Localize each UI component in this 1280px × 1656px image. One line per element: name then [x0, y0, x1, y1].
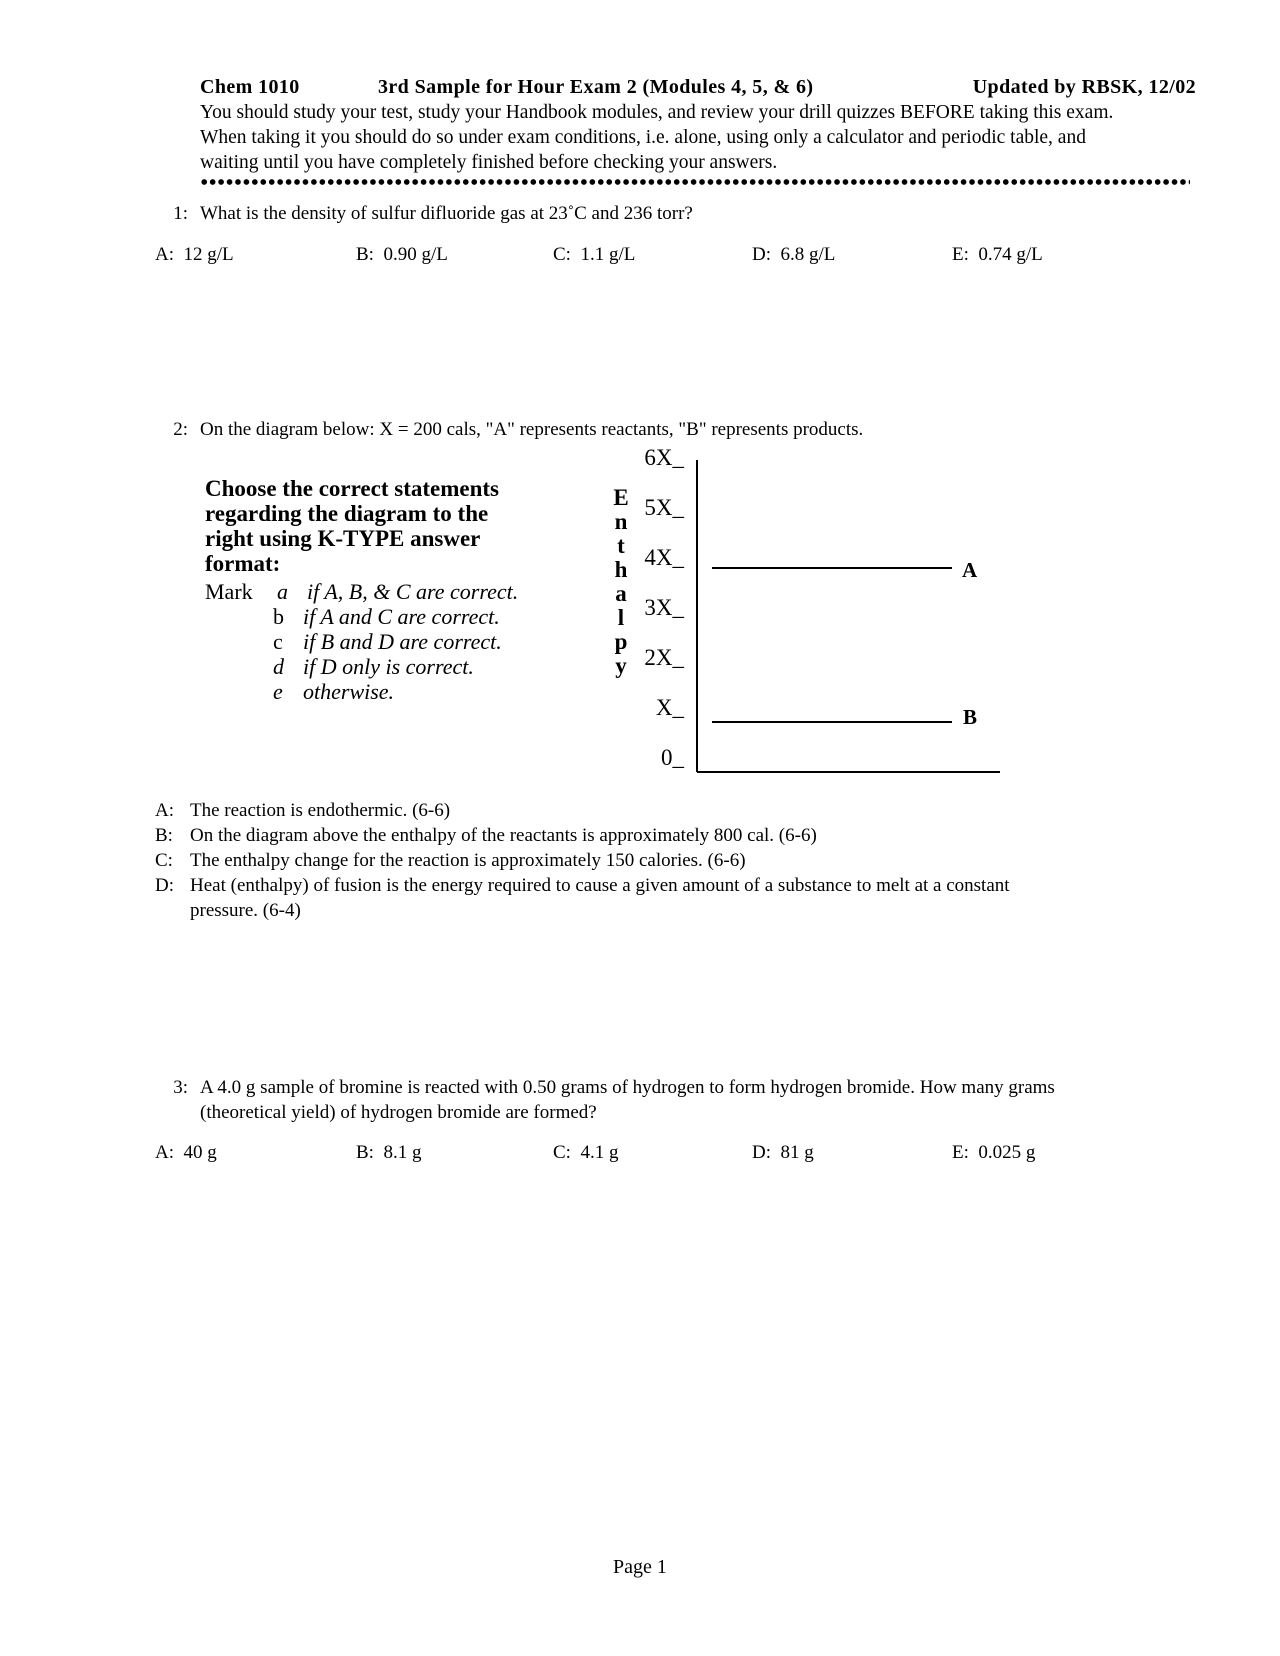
option-letter: E: [952, 244, 969, 265]
axis-letter: y [615, 653, 627, 678]
option-text: 8.1 g [383, 1142, 422, 1163]
statement-letter: D: [155, 875, 174, 896]
question-2-number: 2: [173, 419, 188, 440]
axis-letter: p [614, 629, 628, 654]
q1-option-a [155, 244, 234, 266]
intro-paragraph [200, 100, 1200, 175]
level-a-label: A [962, 558, 978, 582]
tick-zero: 0_ [661, 745, 684, 770]
k-type-letter: d [273, 654, 284, 679]
question-2-text: On the diagram below: X = 200 cals, "A" represents reactants, "B" represents products. [200, 419, 864, 440]
question-1-text: What is the density of sulfur difluoride gas at 23˚C and 236 torr? [200, 203, 693, 224]
instruction-line: right using K-TYPE answer [205, 526, 481, 551]
instruction-line: Choose the correct statements [205, 476, 500, 501]
question-3-line2: (theoretical yield) of hydrogen bromide are formed? [200, 1102, 597, 1123]
k-type-letter: e [273, 679, 283, 704]
statement-a [155, 800, 451, 822]
option-letter: D: [752, 1142, 771, 1163]
option-text: 40 g [183, 1142, 217, 1163]
intro-line: waiting until you have completely finished before checking your answers. [200, 152, 778, 173]
axis-letter: t [617, 533, 625, 558]
k-type-letter: b [273, 604, 284, 629]
tick-x: X_ [655, 695, 684, 720]
page-number: Page 1 [613, 1556, 667, 1578]
statement-c [155, 850, 746, 872]
statement-text: The enthalpy change for the reaction is approximately 150 calories. (6-6) [190, 850, 746, 871]
axis-letter: h [614, 557, 628, 582]
question-3-line1: A 4.0 g sample of bromine is reacted with 0.50 grams of hydrogen to form hydrogen bromide. How many grams [200, 1077, 1055, 1098]
axis-letter: a [615, 581, 627, 606]
q1-option-c [553, 244, 635, 266]
axis-letter: E [613, 485, 629, 510]
k-type-instructions [205, 476, 499, 576]
option-letter: B: [356, 1142, 374, 1163]
statement-b [155, 825, 817, 847]
q3-option-c [553, 1142, 618, 1164]
tick-3x: 3X_ [644, 595, 684, 620]
q1-option-b [356, 244, 448, 266]
statement-letter: B: [155, 825, 173, 846]
statement-text: The reaction is endothermic. (6-6) [190, 800, 451, 821]
option-text: 0.025 g [978, 1142, 1036, 1163]
k-type-text: if B and D are correct. [303, 629, 502, 654]
option-letter: D: [752, 244, 771, 265]
axis-letter: n [614, 509, 628, 534]
option-letter: E: [952, 1142, 969, 1163]
exam-header [200, 76, 1196, 102]
question-1-number: 1: [173, 203, 188, 224]
option-text: 81 g [780, 1142, 814, 1163]
option-text: 0.90 g/L [383, 244, 448, 265]
option-text: 0.74 g/L [978, 244, 1043, 265]
k-type-text: if A and C are correct. [303, 604, 500, 629]
k-type-text: if A, B, & C are correct. [307, 579, 519, 604]
instruction-line: regarding the diagram to the [205, 501, 489, 526]
tick-4x: 4X_ [644, 545, 684, 570]
option-letter: B: [356, 244, 374, 265]
exam-title: 3rd Sample for Hour Exam 2 (Modules 4, 5, & 6) [378, 76, 814, 98]
q3-option-e [952, 1142, 1035, 1164]
option-letter: A: [155, 1142, 174, 1163]
q3-option-b [356, 1142, 421, 1164]
k-type-text: otherwise. [303, 679, 395, 704]
statement-text: Heat (enthalpy) of fusion is the energy required to cause a given amount of a substance to melt at a constant [190, 875, 1010, 896]
q3-option-a [155, 1142, 217, 1164]
option-text: 12 g/L [183, 244, 234, 265]
course-name: Chem 1010 [200, 76, 300, 98]
updated-by: Updated by RBSK, 12/02 [972, 76, 1196, 98]
question-3-number: 3: [173, 1077, 188, 1098]
option-letter: C: [553, 1142, 571, 1163]
statement-d-continued: pressure. (6-4) [190, 900, 301, 921]
intro-line: You should study your test, study your Handbook modules, and review your drill quizzes BEFORE taking this exam. [200, 102, 1114, 123]
k-type-letter: c [273, 629, 283, 654]
instruction-line: format: [205, 551, 281, 576]
option-text: 4.1 g [580, 1142, 619, 1163]
option-text: 1.1 g/L [580, 244, 636, 265]
mark-label: Mark [205, 579, 253, 604]
option-letter: A: [155, 244, 174, 265]
statement-text: On the diagram above the enthalpy of the reactants is approximately 800 cal. (6-6) [190, 825, 817, 846]
tick-2x: 2X_ [644, 645, 684, 670]
option-letter: C: [553, 244, 571, 265]
statement-d [155, 875, 1010, 897]
q1-option-d [752, 244, 835, 266]
q1-option-e [952, 244, 1043, 266]
statement-letter: C: [155, 850, 173, 871]
axis-letter: l [617, 605, 625, 630]
k-type-letter: a [277, 579, 288, 604]
statement-letter: A: [155, 800, 174, 821]
k-type-text: if D only is correct. [303, 654, 474, 679]
level-b-label: B [963, 705, 978, 729]
option-text: 6.8 g/L [780, 244, 836, 265]
tick-6x: 6X_ [644, 445, 684, 470]
dotted-divider [200, 176, 1190, 188]
intro-line: When taking it you should do so under exam conditions, i.e. alone, using only a calculator and periodic table, and [200, 127, 1086, 148]
tick-5x: 5X_ [644, 495, 684, 520]
q3-option-d [752, 1142, 814, 1164]
